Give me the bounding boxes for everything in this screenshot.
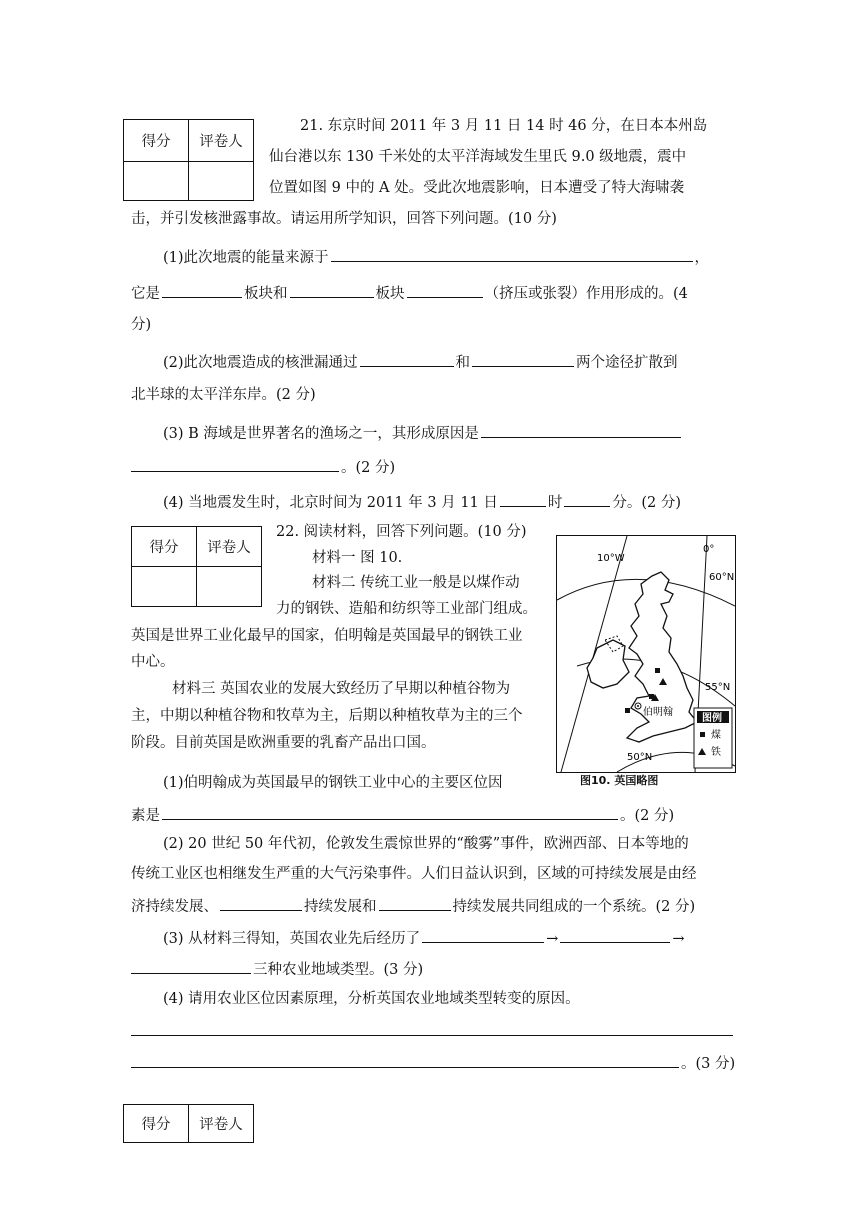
q21-intro-line1: 21. 东京时间 2011 年 3 月 11 日 14 时 46 分，在日本本州岛 [300, 118, 708, 134]
q22-part4-line1: (4) 请用农业区位因素原理，分析英国农业地域类型转变的原因。 [163, 991, 580, 1007]
text: 板块 [375, 286, 405, 302]
score-table-q21 [123, 119, 254, 201]
text: (4) 当地震发生时，北京时间为 2011 年 3 月 11 日 [163, 495, 498, 511]
q21-part1-line2 [131, 282, 688, 304]
coal-symbol [625, 708, 630, 713]
uk-map-figure [556, 535, 736, 773]
q22-material2-line2: 力的钢铁、造船和纺织等工业部门组成。 [276, 601, 537, 617]
lat-55n-label: 55°N [705, 682, 731, 693]
q22-material1: 材料一 图 10. [312, 550, 403, 566]
text: 持续发展共同组成的一个系统。(2 分) [452, 899, 696, 915]
text: (2)此次地震造成的核泄漏通过 [163, 355, 358, 371]
q21-part1-line1 [163, 246, 709, 268]
text: 和 [455, 355, 471, 371]
text: (3) 从材料三得知，英国农业先后经历了 [163, 931, 421, 947]
lon-10w-label: 10°W [597, 553, 625, 564]
q21-part1-text: (1)此次地震的能量来源于 [163, 250, 329, 266]
q21-part2-line1 [163, 351, 678, 373]
city-label-birmingham: 伯明翰 [643, 707, 673, 718]
legend-coal-symbol [700, 732, 705, 737]
answer-blank[interactable] [472, 351, 574, 367]
text: 分。(2 分) [612, 495, 682, 511]
answer-blank[interactable] [131, 1052, 679, 1068]
text: 它是 [131, 286, 160, 302]
q21-part4 [163, 491, 681, 513]
reviewer-label: 评卷人 [189, 120, 254, 162]
arrow-icon: → [672, 931, 685, 947]
figure-caption: 图10. 英国略图 [580, 774, 659, 787]
score-table-q23 [123, 1104, 254, 1143]
q22-part1-line2 [131, 804, 674, 826]
answer-blank[interactable] [360, 351, 454, 367]
answer-blank[interactable] [131, 456, 339, 472]
score-table-q22 [131, 526, 262, 607]
q22-part1-line1: (1)伯明翰成为英国最早的钢铁工业中心的主要区位因 [163, 775, 503, 791]
lon-0-label: 0° [703, 544, 715, 555]
text: 素是 [131, 808, 160, 824]
answer-blank[interactable] [422, 927, 544, 943]
text: 板块和 [244, 286, 288, 302]
text: 两个途径扩散到 [576, 355, 678, 371]
q21-part3-line1 [163, 422, 683, 444]
score-label: 得分 [132, 527, 197, 567]
score-label: 得分 [124, 120, 189, 162]
answer-blank[interactable] [564, 491, 610, 507]
q22-material2-line4: 中心。 [131, 654, 175, 670]
answer-blank[interactable] [500, 491, 546, 507]
q22-part3-line2 [131, 958, 423, 980]
legend-coal-label: 煤 [711, 730, 721, 741]
text: 济持续发展、 [131, 899, 218, 915]
q22-material2-line1: 材料二 传统工业一般是以煤作动 [312, 575, 520, 591]
q22-material2-line3: 英国是世界工业化最早的国家，伯明翰是英国最早的钢铁工业 [131, 628, 523, 644]
text: 。(2 分) [341, 460, 396, 476]
answer-blank[interactable] [162, 804, 618, 820]
answer-blank[interactable] [162, 282, 242, 298]
answer-blank[interactable] [407, 282, 483, 298]
text: 持续发展和 [304, 899, 377, 915]
ireland-outline [587, 640, 629, 688]
arrow-icon: → [546, 931, 559, 947]
score-cell[interactable] [132, 567, 197, 607]
text: 三种农业地域类型。(3 分) [253, 962, 424, 978]
q21-part1-line3: 分) [131, 317, 152, 333]
answer-blank[interactable] [481, 422, 681, 438]
q21-intro-line3: 位置如图 9 中的 A 处。受此次地震影响，日本遭受了特大海啸袭 [269, 180, 685, 196]
reviewer-label: 评卷人 [197, 527, 262, 567]
answer-blank[interactable] [379, 895, 451, 911]
legend-iron-label: 铁 [711, 747, 721, 758]
q22-title: 22. 阅读材料，回答下列问题。(10 分) [276, 524, 527, 540]
legend-title: 图例 [702, 713, 722, 724]
reviewer-cell[interactable] [197, 567, 262, 607]
q22-part2-line1: (2) 20 世纪 50 年代初，伦敦发生震惊世界的“酸雾”事件，欧洲西部、日本等地的 [163, 836, 689, 852]
text: (3) B 海域是世界著名的渔场之一，其形成原因是 [163, 426, 479, 442]
q22-part2-line2: 传统工业区也相继发生严重的大气污染事件。人们日益认识到，区域的可持续发展是由经 [131, 866, 697, 882]
reviewer-label: 评卷人 [189, 1105, 254, 1143]
text: （挤压或张裂）作用形成的。(4 [484, 286, 688, 302]
score-cell[interactable] [124, 162, 189, 201]
q21-part3-line2 [131, 456, 395, 478]
answer-blank[interactable] [131, 958, 251, 974]
q21-intro-line2: 仙台港以东 130 千米处的太平洋海域发生里氏 9.0 级地震，震中 [269, 149, 687, 165]
q22-material3-line2: 主，中期以种植谷物和牧草为主，后期以种植牧草为主的三个 [131, 708, 523, 724]
lat-60n-label: 60°N [709, 572, 735, 583]
answer-line[interactable] [131, 1035, 733, 1036]
score-label: 得分 [124, 1105, 189, 1143]
q21-intro-line4: 击，并引发核泄露事故。请运用所学知识，回答下列问题。(10 分) [131, 211, 557, 227]
answer-blank[interactable] [290, 282, 374, 298]
q22-part4-line3 [131, 1052, 735, 1074]
answer-blank[interactable] [560, 927, 670, 943]
uk-map-svg [557, 536, 735, 772]
q22-material3-line1: 材料三 英国农业的发展大致经历了早期以种植谷物为 [172, 681, 511, 697]
q22-part3-line1 [163, 927, 684, 949]
q22-part2-line3 [131, 895, 695, 917]
text: 。(2 分) [620, 808, 675, 824]
q21-part1-end: ， [694, 250, 710, 266]
text: 时 [547, 495, 563, 511]
text: 。(3 分) [681, 1056, 736, 1072]
q22-material3-line3: 阶段。目前英国是欧洲重要的乳畜产品出口国。 [131, 735, 436, 751]
answer-blank[interactable] [331, 246, 693, 262]
answer-blank[interactable] [220, 895, 302, 911]
lat-50n-label: 50°N [627, 752, 653, 763]
q21-part2-line2: 北半球的太平洋东岸。(2 分) [131, 387, 316, 403]
reviewer-cell[interactable] [189, 162, 254, 201]
birmingham-marker-dot [637, 705, 639, 707]
coal-symbol [655, 668, 660, 673]
